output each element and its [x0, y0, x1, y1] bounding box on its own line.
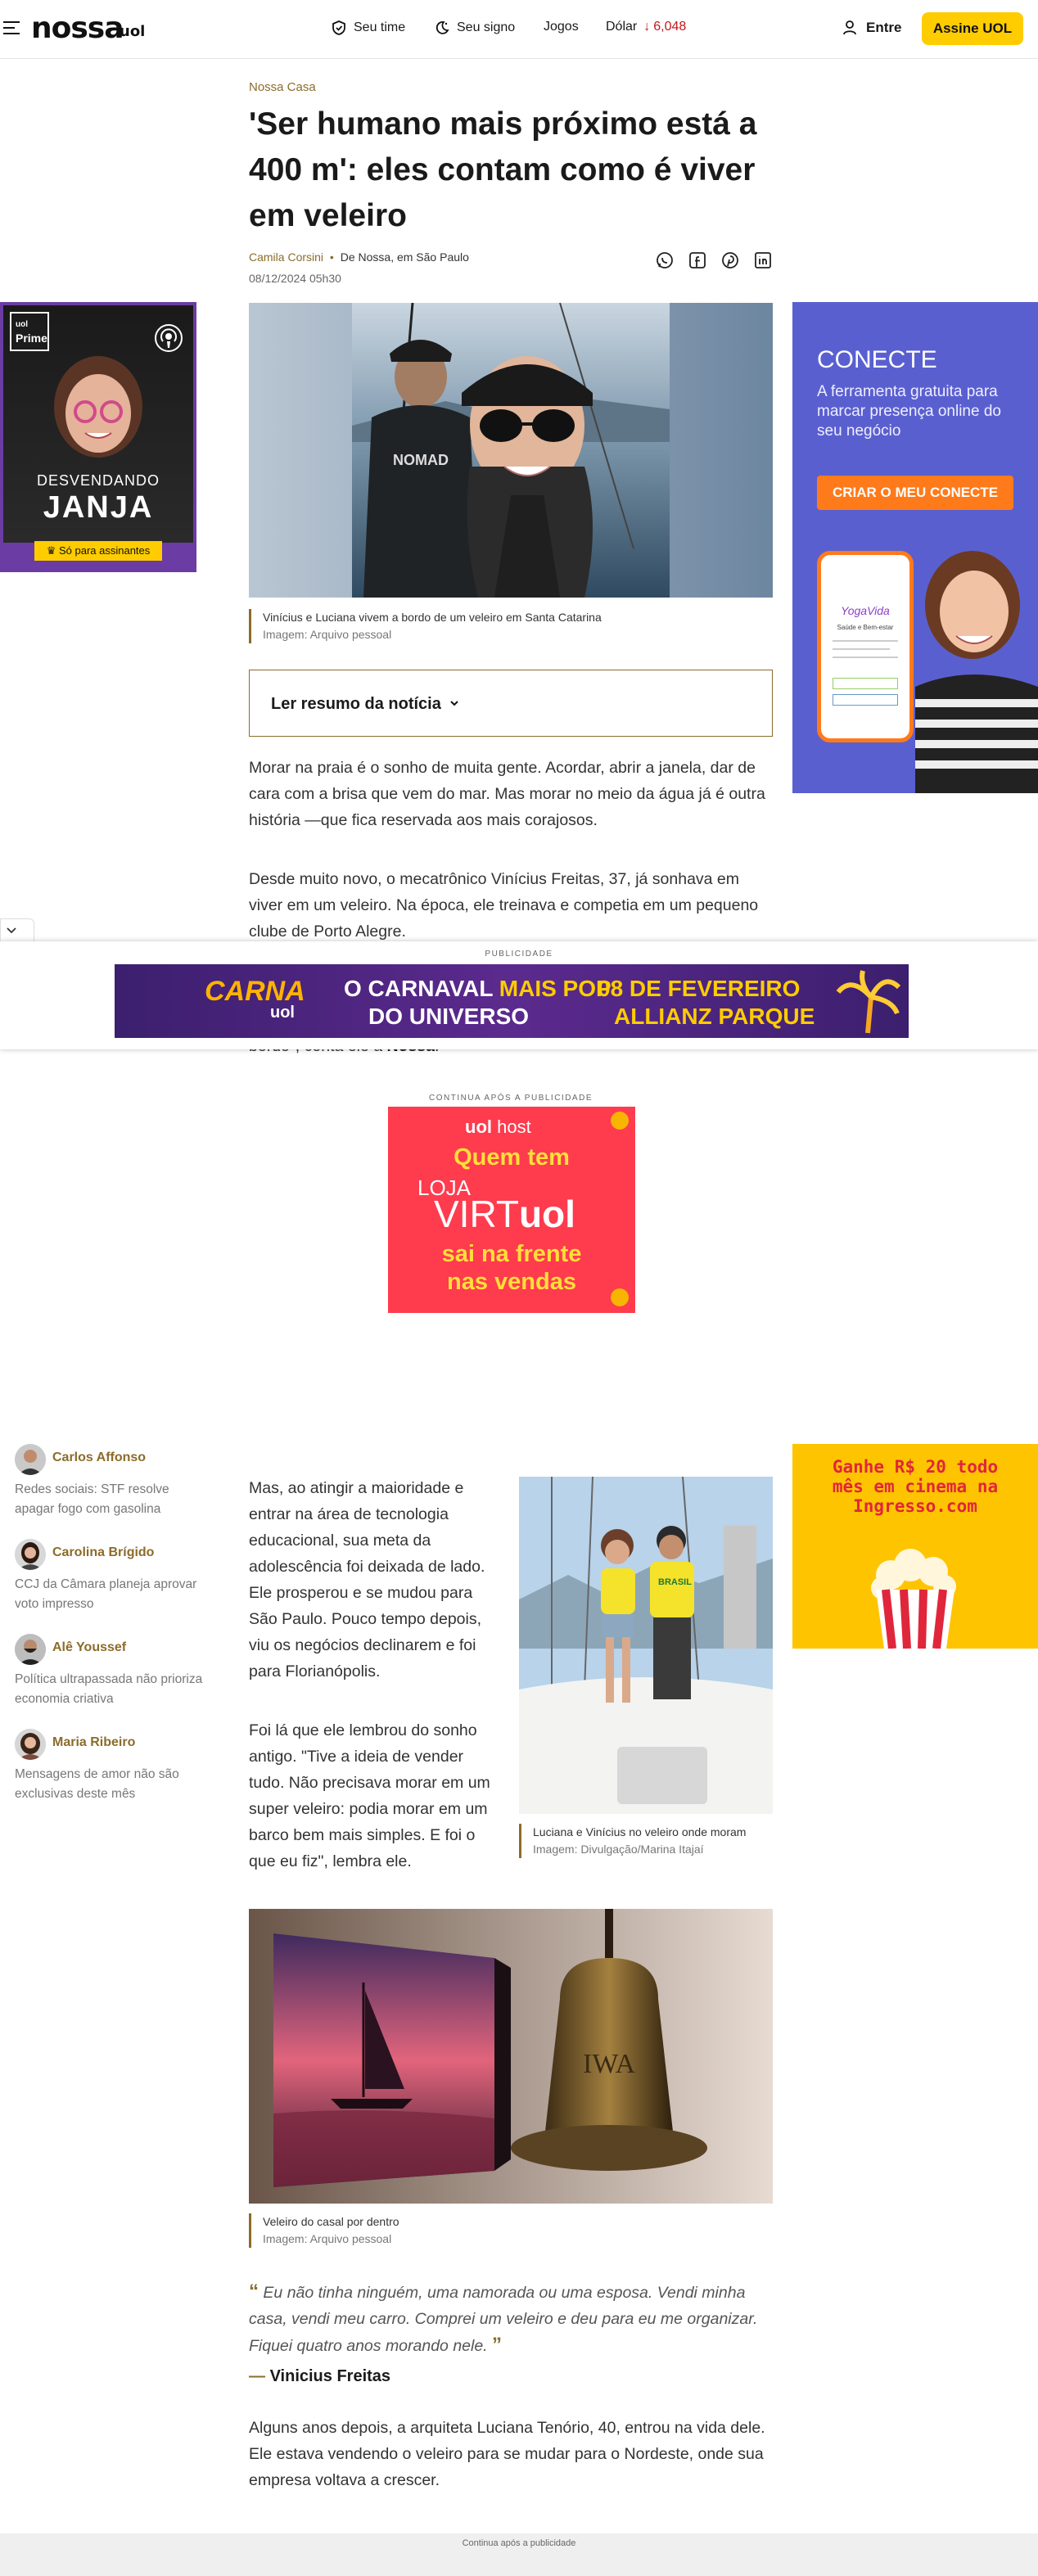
carnaval-line1	[344, 976, 612, 1002]
bullet: •	[329, 250, 334, 264]
conecte-ad[interactable]	[792, 302, 1038, 793]
bell-caption	[249, 2213, 399, 2248]
caption-text: Luciana e Vinícius no veleiro onde moram	[533, 1825, 747, 1838]
prime-cta	[34, 541, 162, 561]
paragraph: Alguns anos depois, a arquiteta Luciana Tenório, 40, entrou na vida dele. Ele estava vendendo o veleiro para se mudar para o Nordeste, onde sua empresa voltava a crescer.	[249, 2419, 765, 2489]
paragraph: Mas, ao atingir a maioridade e entrar na área de tecnologia educacional, sua meta da adolescência foi deixada de lado. Ele prosperou e se mudou para São Paulo. Pouco tempo depois, viu os negócios declinarem e foi para Florianópolis.	[249, 1479, 485, 1680]
ad-label: Continua após a publicidade	[462, 2538, 576, 2548]
bell-photo[interactable]	[249, 1909, 773, 2204]
bottom-ad-slot	[0, 2533, 1038, 2576]
nav-label: Seu signo	[457, 20, 516, 34]
quote-dash: —	[249, 2367, 265, 2385]
conecte-title: CONECTE	[817, 346, 937, 373]
avatar	[15, 1444, 46, 1475]
uolhost-line5: nas vendas	[447, 1269, 576, 1295]
phone-brand: YogaVida	[841, 604, 890, 617]
columnist-headline: CCJ da Câmara planeja aprovar voto impresso	[15, 1577, 197, 1611]
uolhost-brand-b: host	[492, 1117, 531, 1137]
quote-open-icon: “	[249, 2281, 259, 2303]
uolhost-ad[interactable]	[388, 1107, 635, 1313]
nav-label: Jogos	[544, 20, 579, 34]
conecte-cta: CRIAR O MEU CONECTE	[817, 476, 1013, 510]
quote-text: Eu não tinha ninguém, uma namorada ou uma esposa. Vendi minha casa, vendi meu carro. Comprei um veleiro e deu para eu me organizar. Fiquei quatro anos morando nele.	[249, 2284, 758, 2355]
carnaval-line1-b: MAIS POP	[499, 976, 612, 1001]
caption-credit: Imagem: Arquivo pessoal	[263, 2232, 392, 2245]
paragraph: Morar na praia é o sonho de muita gente. Acordar, abrir a janela, dar de cara com a brisa que vem do mar. Mas morar no meio da água já é outra história —que fica reservada aos mais corajosos.	[249, 759, 765, 829]
arrow-down-icon: ↓	[643, 20, 651, 34]
pull-quote	[249, 2279, 781, 2359]
carnaval-venue: ALLIANZ PARQUE	[614, 1004, 815, 1029]
caption-text: Veleiro do casal por dentro	[263, 2215, 399, 2228]
couple-photo[interactable]	[519, 1477, 773, 1814]
prime-cta-text: Só para assinantes	[58, 544, 151, 557]
uolhost-line3	[434, 1192, 575, 1236]
login-button[interactable]	[842, 20, 901, 36]
columnist-name: Maria Ribeiro	[52, 1735, 136, 1749]
user-icon	[842, 20, 858, 36]
chevron-down-icon	[449, 697, 460, 709]
site-header	[0, 0, 1038, 59]
columnist-name: Carlos Affonso	[52, 1450, 147, 1464]
woman-illustration	[899, 548, 1038, 793]
nav-seu-time[interactable]	[331, 20, 405, 36]
paragraph: Foi lá que ele lembrou do sonho antigo. "Tive a ideia de vender tudo. Não precisava morar em um super veleiro: podia morar em um barco bem mais simples. E foi o que eu fiz", lembra ele.	[249, 1721, 490, 1870]
collapse-ad-button[interactable]	[0, 918, 34, 941]
columnist-headline: Política ultrapassada não prioriza economia criativa	[15, 1672, 203, 1706]
paragraph: Desde muito novo, o mecatrônico Vinícius Freitas, 37, já sonhava em viver em um veleiro. Na época, ele treinava e competia em um pequeno clube de Porto Alegre.	[249, 870, 759, 941]
ad-label: PUBLICIDADE	[485, 950, 553, 959]
bell-photo-art	[249, 1909, 773, 2204]
nav-dolar[interactable]	[606, 20, 686, 34]
sticky-ad-bar	[0, 941, 1038, 1049]
shirt-text: BRASIL	[658, 1577, 692, 1587]
avatar	[15, 1539, 46, 1570]
hero-photo-art	[249, 303, 773, 598]
couple-caption	[519, 1824, 746, 1858]
caption-credit: Imagem: Arquivo pessoal	[263, 628, 392, 641]
site-logo[interactable]: nossa	[31, 11, 124, 45]
couple-photo-art	[519, 1477, 773, 1814]
uolhost-line4: sai na frente	[441, 1241, 582, 1267]
carna-logo-uol: uol	[270, 1004, 295, 1022]
ingresso-ad[interactable]	[792, 1444, 1038, 1649]
columnist-headline: Mensagens de amor não são exclusivas deste mês	[15, 1767, 179, 1801]
uolhost-brand	[465, 1117, 531, 1138]
crown-icon: ♛	[46, 544, 59, 557]
carnaval-banner[interactable]	[115, 964, 909, 1038]
moon-stars-icon	[434, 20, 450, 36]
palm-icon	[835, 968, 900, 1035]
popcorn-icon	[866, 1547, 964, 1649]
uolhost-line2: LOJA	[417, 1175, 472, 1200]
caption-text: Vinícius e Luciana vivem a bordo de um veleiro em Santa Catarina	[263, 611, 602, 624]
host-portrait	[49, 354, 147, 469]
avatar	[15, 1634, 46, 1665]
prime-line1: DESVENDANDO	[36, 472, 160, 489]
shield-icon	[331, 20, 347, 36]
dolar-value: 6,048	[653, 20, 687, 34]
ingresso-text: Ganhe R$ 20 todo mês em cinema na Ingresso.com	[832, 1457, 999, 1516]
summary-text: Ler resumo da notícia	[271, 695, 441, 713]
prime-line2: JANJA	[43, 490, 154, 525]
summary-label	[271, 695, 460, 714]
nav-jogos[interactable]	[544, 20, 579, 34]
whatsapp-icon[interactable]	[655, 250, 675, 270]
publish-date: 08/12/2024 05h30	[249, 272, 341, 285]
ad-label: CONTINUA APÓS A PUBLICIDADE	[429, 1094, 593, 1103]
uolhost-line3-a: VIRT	[434, 1193, 519, 1235]
bell-engraving: IWA	[583, 2049, 636, 2079]
nav-seu-signo[interactable]	[434, 20, 515, 36]
uol-prime-badge	[10, 312, 49, 351]
badge-top: uol	[16, 320, 28, 329]
hero-photo[interactable]	[249, 303, 773, 598]
summary-toggle[interactable]	[249, 670, 773, 737]
uolhost-line3-b: uol	[518, 1193, 575, 1235]
carna-logo: CARNA	[205, 976, 305, 1007]
phone-text: Saúde e Bem-estar	[837, 624, 894, 631]
columnist-name: Alê Youssef	[52, 1640, 127, 1654]
conecte-text: A ferramenta gratuita para marcar presença online do seu negócio	[817, 383, 1001, 440]
byline-origin: De Nossa, em São Paulo	[340, 250, 469, 264]
nav-label: Seu time	[354, 20, 406, 34]
avatar	[15, 1729, 46, 1760]
facebook-icon[interactable]	[688, 250, 707, 270]
quote-close-icon: ”	[492, 2334, 503, 2356]
podcast-icon	[154, 323, 183, 353]
columnist-headline: Redes sociais: STF resolve apagar fogo com gasolina	[15, 1482, 169, 1516]
uol-logo[interactable]: uol	[120, 23, 146, 40]
nav-label: Dólar	[606, 20, 638, 34]
login-label: Entre	[866, 20, 902, 35]
linkedin-icon[interactable]	[753, 250, 773, 270]
menu-icon[interactable]	[3, 21, 20, 36]
quote-author-name: Vinicius Freitas	[269, 2367, 391, 2385]
caption-credit: Imagem: Divulgação/Marina Itajaí	[533, 1843, 704, 1856]
carnaval-line2: DO UNIVERSO	[368, 1004, 530, 1029]
carnaval-line1-a: O CARNAVAL	[344, 976, 499, 1001]
article-title: 'Ser humano mais próximo está a 400 m': eles contam como é viver em veleiro	[249, 106, 757, 233]
badge-bottom: Prime	[16, 332, 47, 345]
quote-author	[249, 2367, 390, 2386]
carnaval-date: 08 DE FEVEREIRO	[598, 976, 801, 1001]
shirt-text: NOMAD	[393, 452, 449, 468]
author-link[interactable]: Camila Corsini	[249, 250, 324, 264]
byline	[249, 250, 469, 264]
uolhost-line1: Quem tem	[454, 1144, 570, 1171]
columnist-name: Carolina Brígido	[52, 1545, 155, 1559]
uolhost-brand-a: uol	[465, 1117, 492, 1137]
hero-caption	[249, 609, 602, 643]
subscribe-button[interactable]: Assine UOL	[922, 12, 1023, 45]
chevron-down-icon	[6, 926, 17, 936]
prime-ad-artwork	[3, 305, 193, 543]
prime-ad[interactable]	[0, 302, 196, 572]
section-link[interactable]: Nossa Casa	[249, 80, 316, 94]
pinterest-icon[interactable]	[720, 250, 740, 270]
